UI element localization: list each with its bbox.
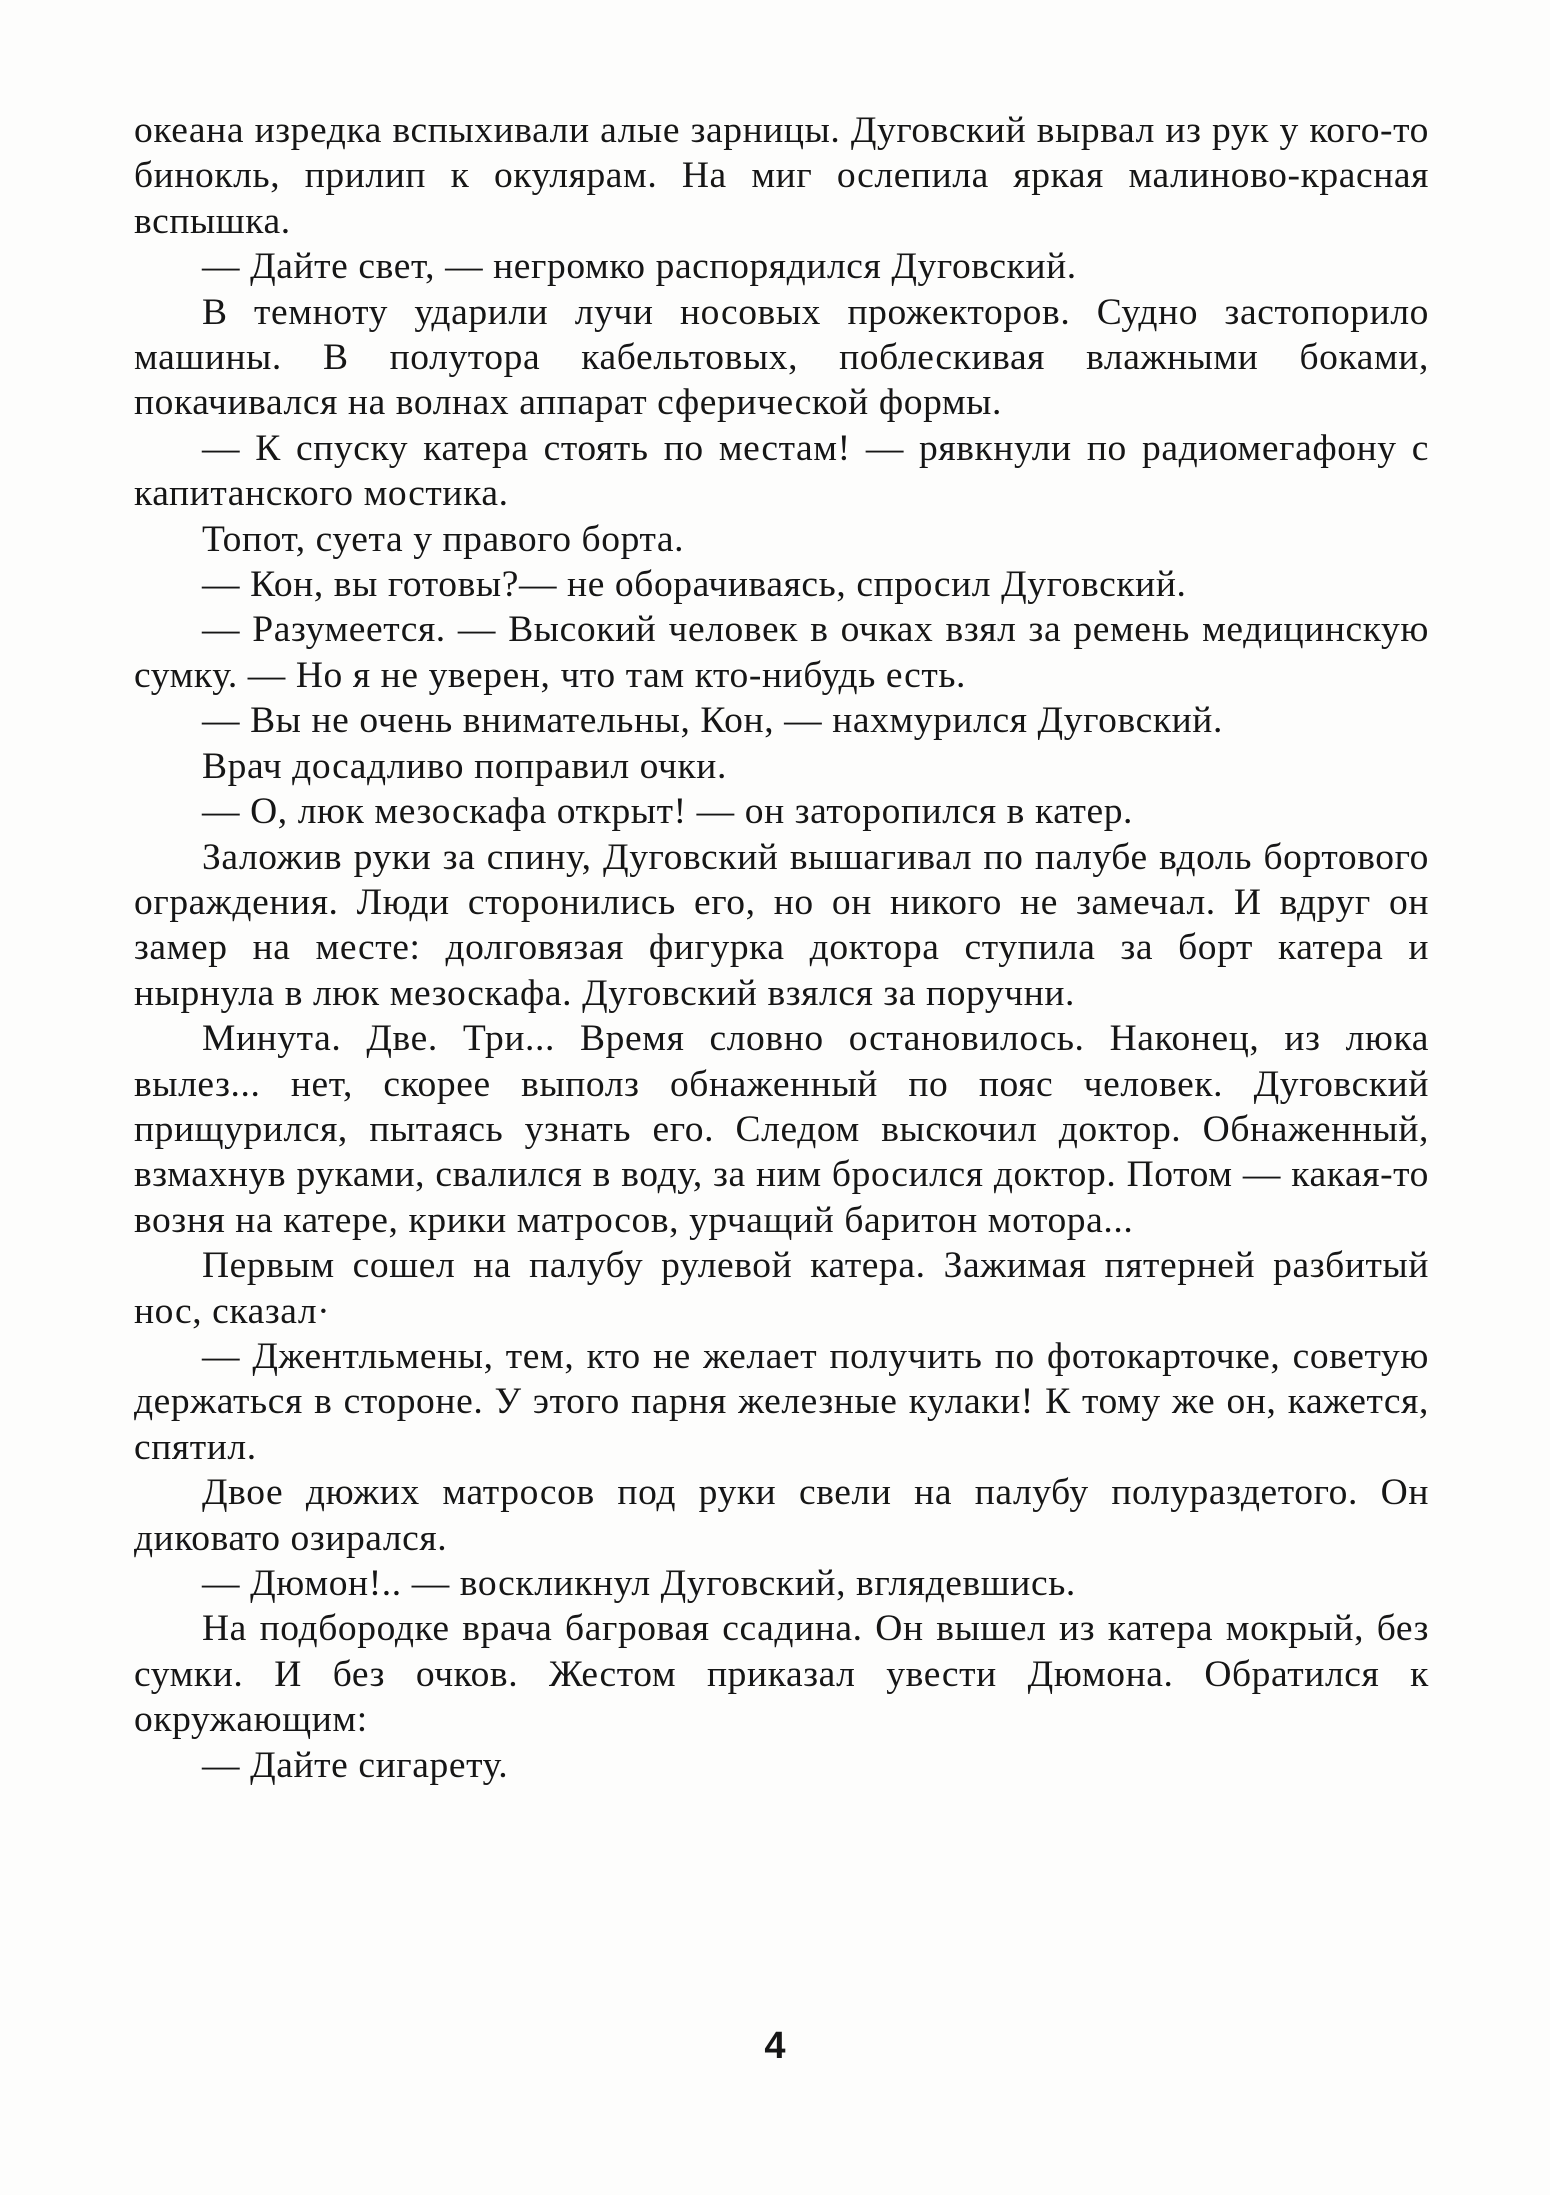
- paragraph: — Вы не очень внимательны, Кон, — нахмурился Дуговский.: [202, 700, 1223, 742]
- paragraph: Двое дюжих матросов под руки свели на палубу полураздетого. Он диковато озирался.: [134, 1472, 1429, 1559]
- paragraph: Первым сошел на палубу рулевой катера. Зажимая пятерней разбитый нос, сказал·: [134, 1245, 1429, 1332]
- paragraph: Врач досадливо поправил очки.: [202, 745, 727, 787]
- paragraph: В темноту ударили лучи носовых прожекторов. Судно застопорило машины. В полутора кабельтовых, поблескивая влажными боками, покачивался на волнах аппарат сферической формы.: [134, 291, 1429, 424]
- paragraph: Минута. Две. Три... Время словно остановилось. Наконец, из люка вылез... нет, скорее выполз обнаженный по пояс человек. Дуговский прищурился, пытаясь узнать его. Следом выскочил доктор. Обнаженный, взмахнув руками, свалился в воду, за ним бросился доктор. Потом — какая-то возня на катере, крики матросов, урчащий баритон мотора...: [134, 1018, 1429, 1241]
- paragraph: Топот, суета у правого борта.: [202, 518, 685, 560]
- paragraph: — Джентльмены, тем, кто не желает получить по фотокарточке, советую держаться в стороне. У этого парня железные кулаки! К тому же он, кажется, спятил.: [134, 1335, 1429, 1468]
- body-text: [134, 108, 1429, 1788]
- paragraph: океана изредка вспыхивали алые зарницы. Дуговский вырвал из рук у кого-то бинокль, прилип к окулярам. На миг ослепила яркая малиново-красная вспышка.: [134, 110, 1429, 242]
- paragraph: — К спуску катера стоять по местам! — рявкнули по радиомегафону с капитанского мостика.: [134, 427, 1429, 515]
- paragraph: На подбородке врача багровая ссадина. Он вышел из катера мокрый, без сумки. И без очков. Жестом приказал увести Дюмона. Обратился к окружающим:: [134, 1608, 1429, 1741]
- paragraph: — Дюмон!.. — воскликнул Дуговский, вглядевшись.: [202, 1563, 1076, 1604]
- paragraph: — Кон, вы готовы?— не оборачиваясь, спросил Дуговский.: [202, 564, 1187, 606]
- paragraph: — О, люк мезоскафа открыт! — он заторопился в катер.: [202, 791, 1134, 833]
- paragraph: — Разумеется. — Высокий человек в очках взял за ремень медицинскую сумку. — Но я не уверен, что там кто-нибудь есть.: [134, 609, 1429, 696]
- paragraph: — Дайте свет, — негромко распорядился Дуговский.: [202, 246, 1077, 288]
- paragraph: Заложив руки за спину, Дуговский вышагивал по палубе вдоль бортового ограждения. Люди сторонились его, но он никого не замечал. И вдруг он замер на месте: долговязая фигурка доктора ступила за борт катера и нырнула в люк мезоскафа. Дуговский взялся за поручни.: [134, 836, 1429, 1014]
- page-number: 4: [764, 2025, 786, 2067]
- paragraph: — Дайте сигарету.: [202, 1744, 509, 1786]
